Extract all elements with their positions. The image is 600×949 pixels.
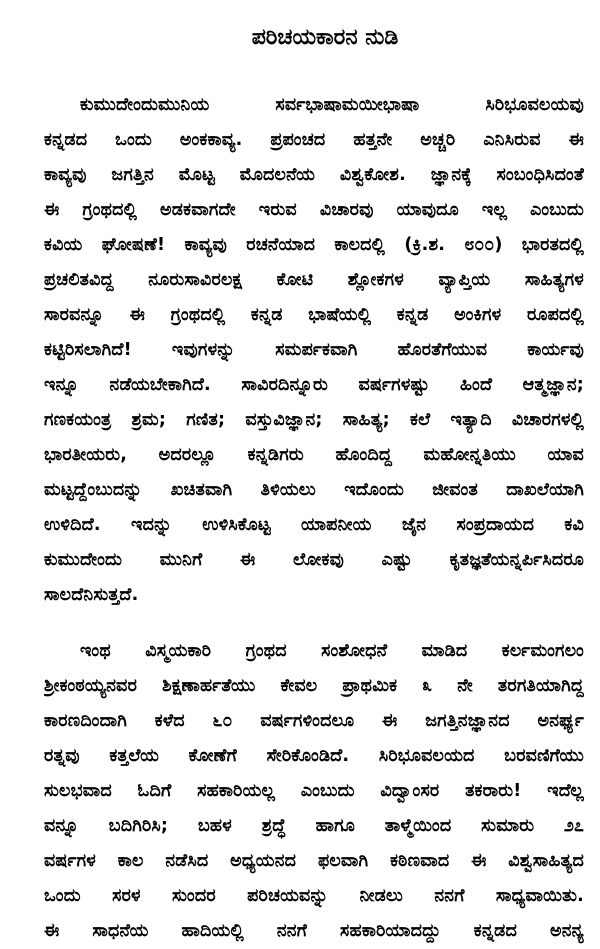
text-line: ಕಟ್ಟಿರಿಸಲಾಗಿದೆ! ಇವುಗಳನ್ನು ಸಮರ್ಪಕವಾಗಿ ಹೊರತೆಗೆಯುವ ಕಾರ್ಯವು <box>44 340 584 360</box>
text-line: ಭಾರತೀಯರು, ಅದರಲ್ಲೂ ಕನ್ನಡಿಗರು ಹೊಂದಿದ್ದ ಮಹೋನ್ನತಿಯು ಯಾವ <box>44 445 584 465</box>
text-line: ಕನ್ನಡದ ಒಂದು ಅಂಕಕಾವ್ಯ. ಪ್ರಪಂಚದ ಹತ್ತನೇ ಅಚ್ಚರಿ ಎನಿಸಿರುವ ಈ <box>44 130 584 150</box>
text-line: ಈ ಗ್ರಂಥದಲ್ಲಿ ಅಡಕವಾಗದೇ ಇರುವ ವಿಚಾರವು ಯಾವುದೂ ಇಲ್ಲ ಎಂಬುದು <box>44 200 584 220</box>
text-line: ವರ್ಷಗಳ ಕಾಲ ನಡೆಸಿದ ಅಧ್ಯಯನದ ಫಲವಾಗಿ ಕಠಿಣವಾದ ಈ ವಿಶ್ವಸಾಹಿತ್ಯದ <box>44 851 584 871</box>
text-line: ಕವಿಯ ಘೋಷಣೆ! ಕಾವ್ಯವು ರಚನೆಯಾದ ಕಾಲದಲ್ಲಿ (ಕ್ರಿ.ಶ. ೮೦೦) ಭಾರತದಲ್ಲಿ <box>44 235 584 255</box>
text-line: ಶ್ರೀಕಂಠಯ್ಯನವರ ಶಿಕ್ಷಣಾರ್ಹತೆಯು ಕೇವಲ ಪ್ರಾಥಮಿಕ ೩ ನೇ ತರಗತಿಯಾಗಿದ್ದ <box>44 676 584 696</box>
text-line: ಸುಲಭವಾದ ಓದಿಗೆ ಸಹಕಾರಿಯಲ್ಲ ಎಂಬುದು ವಿದ್ವಾಂಸರ ತಕರಾರು! ಇದೆಲ್ಲ <box>44 781 584 801</box>
text-line: ಒಂದು ಸರಳ ಸುಂದರ ಪರಿಚಯವನ್ನು ನೀಡಲು ನನಗೆ ಸಾಧ್ಯವಾಯಿತು. <box>44 886 584 906</box>
paragraph-1 <box>44 88 584 613</box>
text-line: ರತ್ನವು ಕತ್ತಲೆಯ ಕೋಣೆಗೆ ಸೇರಿಕೊಂಡಿದೆ. ಸಿರಿಭೂವಲಯದ ಬರವಣಿಗೆಯು <box>44 746 584 766</box>
paragraph-gap <box>44 613 584 634</box>
text-line: ಮಟ್ಟದ್ದೆಂಬುದನ್ನು ಖಚಿತವಾಗಿ ತಿಳಿಯಲು ಇದೊಂದು ಜೀವಂತ ದಾಖಲೆಯಾಗಿ <box>44 480 584 500</box>
text-line: ಇಂಥ ವಿಸ್ಮಯಕಾರಿ ಗ್ರಂಥದ ಸಂಶೋಧನೆ ಮಾಡಿದ ಕರ್ಲಮಂಗಲಂ <box>80 641 584 661</box>
text-line: ಸಾರವನ್ನೂ ಈ ಗ್ರಂಥದಲ್ಲಿ ಕನ್ನಡ ಭಾಷೆಯಲ್ಲಿ ಕನ್ನಡ ಅಂಕಿಗಳ ರೂಪದಲ್ಲಿ <box>44 305 584 325</box>
text-line: ಪ್ರಚಲಿತವಿದ್ದ ನೂರುಸಾವಿರಲಕ್ಷ ಕೋಟಿ ಶ್ಲೋಕಗಳ ವ್ಯಾಪ್ತಿಯ ಸಾಹಿತ್ಯಗಳ <box>44 270 584 290</box>
text-line: ವನ್ನೂ ಬದಿಗಿರಿಸಿ; ಬಹಳ ಶ್ರದ್ಧೆ ಹಾಗೂ ತಾಳ್ಮೆಯಿಂದ ಸುಮಾರು ೨೭ <box>44 816 584 836</box>
paragraph-2 <box>44 634 584 949</box>
text-line: ಕುಮುದೇಂದುಮುನಿಯ ಸರ್ವಭಾಷಾಮಯೀಭಾಷಾ ಸಿರಿಭೂವಲಯವು <box>80 95 584 115</box>
text-line: ಈ ಸಾಧನೆಯ ಹಾದಿಯಲ್ಲಿ ನನಗೆ ಸಹಕಾರಿಯಾದದ್ದು ಕನ್ನಡದ ಅನನ್ಯ <box>44 921 584 941</box>
text-line: ಕಾವ್ಯವು ಜಗತ್ತಿನ ಮೊಟ್ಟ ಮೊದಲನೆಯ ವಿಶ್ವಕೋಶ. ಜ್ಞಾನಕ್ಕೆ ಸಂಬಂಧಿಸಿದಂತೆ <box>44 165 584 185</box>
page-title: ಪರಿಚಯಕಾರನ ನುಡಿ <box>251 25 399 50</box>
text-line: ಇನ್ನೂ ನಡೆಯಬೇಕಾಗಿದೆ. ಸಾವಿರದಿನ್ನೂರು ವರ್ಷಗಳಷ್ಟು ಹಿಂದೆ ಆತ್ಮಜ್ಞಾನ; <box>44 375 584 395</box>
text-line: ಉಳಿದಿದೆ. ಇದನ್ನು ಉಳಿಸಿಕೊಟ್ಟ ಯಾಪನೀಯ ಜೈನ ಸಂಪ್ರದಾಯದ ಕವಿ <box>44 515 584 535</box>
text-line: ಗಣಕಯಂತ್ರ ಶ್ರಮ; ಗಣಿತ; ವಸ್ತುವಿಜ್ಞಾನ; ಸಾಹಿತ್ಯ; ಕಲೆ ಇತ್ಯಾದಿ ವಿಚಾರಗಳಲ್ಲಿ <box>44 410 584 430</box>
text-line: ಸಾಲದೆನಿಸುತ್ತದೆ. <box>44 585 139 605</box>
text-line: ಕಾರಣದಿಂದಾಗಿ ಕಳೆದ ೬೦ ವರ್ಷಗಳಿಂದಲೂ ಈ ಜಗತ್ತಿನಜ್ಞಾನದ ಅನರ್ಘ್ಯ <box>44 711 584 731</box>
text-line: ಕುಮುದೇಂದು ಮುನಿಗೆ ಈ ಲೋಕವು ಎಷ್ಟು ಕೃತಜ್ಞತೆಯನ್ನರ್ಪಿಸಿದರೂ <box>44 550 584 570</box>
